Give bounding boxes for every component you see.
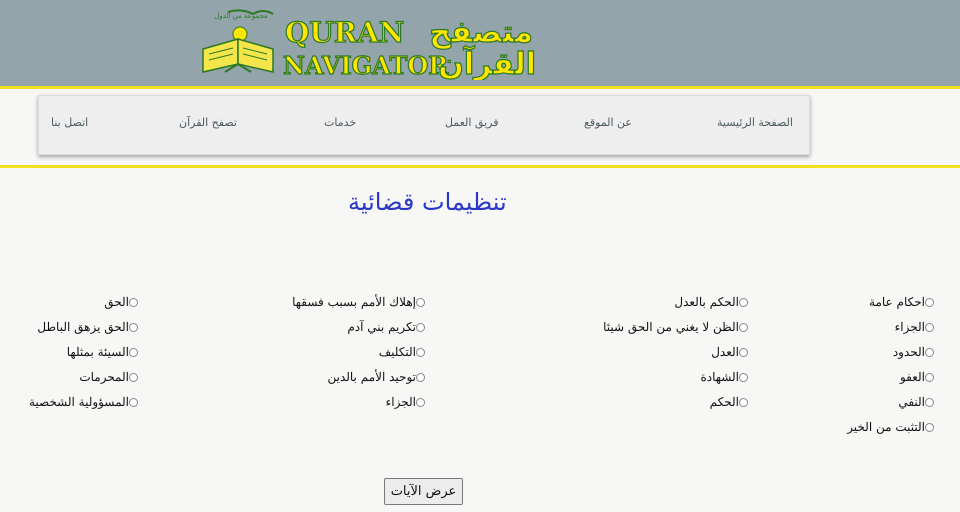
option-item[interactable]: [674, 295, 748, 309]
option-item[interactable]: [893, 345, 934, 359]
option-item[interactable]: [292, 295, 425, 309]
nav-item-contact[interactable]: اتصل بنا: [51, 116, 89, 129]
option-label: الحدود: [892, 345, 925, 359]
option-item[interactable]: [869, 295, 934, 309]
option-item[interactable]: [37, 320, 138, 334]
radio-button[interactable]: [129, 323, 138, 332]
option-item[interactable]: [710, 395, 748, 409]
option-item[interactable]: [67, 345, 138, 359]
radio-button[interactable]: [129, 398, 138, 407]
option-item[interactable]: [895, 320, 934, 334]
option-label: النفي: [898, 395, 925, 409]
nav-item-browse-quran[interactable]: تصفح القرآن: [179, 116, 237, 129]
option-label: الحكم بالعدل: [674, 295, 739, 309]
option-label: الشهادة: [700, 370, 739, 384]
option-label: تكريم بني آدم: [347, 320, 416, 334]
option-label: الحق يزهق الباطل: [37, 320, 129, 334]
radio-button[interactable]: [925, 323, 934, 332]
option-item[interactable]: [900, 370, 934, 384]
site-header: [0, 0, 960, 89]
option-item[interactable]: [347, 320, 425, 334]
radio-button[interactable]: [739, 398, 748, 407]
radio-button[interactable]: [739, 373, 748, 382]
logo-en-line1: QURAN: [285, 16, 405, 49]
divider: [0, 165, 960, 168]
option-label: إهلاك الأمم بسبب فسقها: [292, 295, 416, 309]
show-verses-button[interactable]: عرض الآيات: [384, 478, 463, 505]
option-label: السيئة بمثلها: [66, 345, 129, 359]
radio-button[interactable]: [416, 298, 425, 307]
option-item[interactable]: [711, 345, 748, 359]
option-item[interactable]: [386, 395, 425, 409]
emblem-text: مجموعة من الدول: [214, 12, 268, 20]
radio-button[interactable]: [739, 298, 748, 307]
option-item[interactable]: [79, 370, 138, 384]
radio-button[interactable]: [416, 373, 425, 382]
option-label: توحيد الأمم بالدين: [327, 370, 416, 384]
page-title: تنظيمات قضائية: [348, 188, 507, 216]
option-label: الظن لا يغني من الحق شيئا: [603, 320, 739, 334]
option-item[interactable]: [898, 395, 934, 409]
logo-en-line2: NAVIGATOR: [283, 51, 449, 80]
option-item[interactable]: [104, 295, 138, 309]
nav-item-team[interactable]: فريق العمل: [445, 116, 499, 129]
option-item[interactable]: [700, 370, 748, 384]
radio-button[interactable]: [129, 298, 138, 307]
option-label: الحكم: [709, 395, 739, 409]
radio-button[interactable]: [416, 398, 425, 407]
option-label: الجزاء: [894, 320, 925, 334]
option-label: احكام عامة: [869, 295, 925, 309]
option-label: العفو: [899, 370, 925, 384]
radio-button[interactable]: [925, 298, 934, 307]
radio-button[interactable]: [925, 398, 934, 407]
nav-item-services[interactable]: خدمات: [324, 116, 357, 129]
main-nav: [38, 95, 810, 155]
option-label: التكليف: [378, 345, 416, 359]
radio-button[interactable]: [416, 323, 425, 332]
option-label: الجزاء: [385, 395, 416, 409]
option-label: المسؤولية الشخصية: [28, 395, 129, 409]
logo-ar-line1: متصفح: [429, 15, 533, 50]
radio-button[interactable]: [925, 373, 934, 382]
nav-item-home[interactable]: الصفحة الرئيسية: [717, 116, 793, 129]
radio-button[interactable]: [129, 348, 138, 357]
radio-button[interactable]: [925, 423, 934, 432]
radio-button[interactable]: [739, 348, 748, 357]
logo-ar-line2: القرآن: [438, 47, 536, 80]
option-item[interactable]: [29, 395, 138, 409]
radio-button[interactable]: [416, 348, 425, 357]
option-label: التثبت من الخير: [847, 420, 925, 434]
option-item[interactable]: [327, 370, 425, 384]
site-logo[interactable]: [193, 4, 543, 80]
option-label: المحرمات: [79, 370, 129, 384]
radio-button[interactable]: [925, 348, 934, 357]
radio-button[interactable]: [129, 373, 138, 382]
option-item[interactable]: [379, 345, 425, 359]
nav-item-about[interactable]: عن الموقع: [584, 116, 632, 129]
option-label: العدل: [711, 345, 739, 359]
option-label: الحق: [104, 295, 129, 309]
option-item[interactable]: [603, 320, 748, 334]
radio-button[interactable]: [739, 323, 748, 332]
option-item[interactable]: [847, 420, 934, 434]
